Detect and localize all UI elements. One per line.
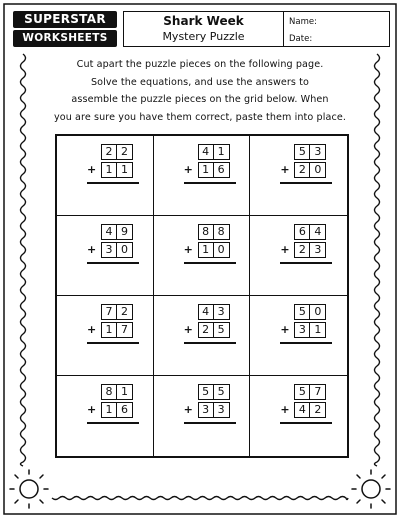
addition-problem xyxy=(184,144,236,208)
puzzle-cell xyxy=(250,376,347,456)
addition-problem xyxy=(87,384,139,448)
answer-line xyxy=(280,182,332,184)
answer-line xyxy=(87,422,139,424)
plus-sign: + xyxy=(183,163,193,176)
top-addend xyxy=(294,224,326,240)
top-addend xyxy=(198,384,230,400)
top-addend xyxy=(294,384,326,400)
digit-box: 8 xyxy=(214,224,230,240)
instruction-line: Solve the equations, and use the answers to xyxy=(90,76,310,88)
bottom-wave-border xyxy=(52,497,348,500)
digit-box: 0 xyxy=(310,162,326,178)
digit-box: 2 xyxy=(294,162,310,178)
top-addend xyxy=(101,304,133,320)
addition-problem xyxy=(280,144,332,208)
plus-sign: + xyxy=(183,243,193,256)
digit-box: 2 xyxy=(294,242,310,258)
digit-box: 2 xyxy=(310,402,326,418)
sun-icon-left xyxy=(10,470,48,508)
plus-sign: + xyxy=(280,403,290,416)
top-addend xyxy=(101,144,133,160)
puzzle-cell xyxy=(154,136,251,216)
digit-box: 2 xyxy=(117,304,133,320)
digit-box: 5 xyxy=(294,144,310,160)
addition-problem xyxy=(280,384,332,448)
digit-box: 6 xyxy=(214,162,230,178)
puzzle-cell xyxy=(250,296,347,376)
bottom-addend xyxy=(101,162,133,178)
addition-problem xyxy=(87,224,139,288)
answer-line xyxy=(87,262,139,264)
answer-line xyxy=(280,422,332,424)
addition-problem xyxy=(87,144,139,208)
plus-sign: + xyxy=(280,163,290,176)
bottom-addend xyxy=(294,402,326,418)
top-addend xyxy=(101,384,133,400)
bottom-addend xyxy=(101,402,133,418)
digit-box: 6 xyxy=(117,402,133,418)
digit-box: 5 xyxy=(214,322,230,338)
addition-problem xyxy=(184,224,236,288)
sun-icon-right xyxy=(352,470,390,508)
plus-sign: + xyxy=(280,243,290,256)
right-wave-border xyxy=(375,54,380,466)
bottom-addend xyxy=(101,242,133,258)
digit-box: 5 xyxy=(214,384,230,400)
digit-box: 5 xyxy=(198,384,214,400)
puzzle-cell xyxy=(250,216,347,296)
digit-box: 4 xyxy=(101,224,117,240)
digit-box: 9 xyxy=(117,224,133,240)
plus-sign: + xyxy=(87,403,97,416)
bottom-addend xyxy=(198,402,230,418)
digit-box: 4 xyxy=(198,144,214,160)
digit-box: 1 xyxy=(198,162,214,178)
digit-box: 2 xyxy=(117,144,133,160)
digit-box: 3 xyxy=(294,322,310,338)
worksheet-title: Shark Week xyxy=(163,14,244,28)
digit-box: 3 xyxy=(310,242,326,258)
name-date-box xyxy=(284,11,390,47)
instruction-line: Cut apart the puzzle pieces on the following page. xyxy=(76,59,324,70)
digit-box: 4 xyxy=(294,402,310,418)
name-label: Name: xyxy=(289,17,317,27)
plus-sign: + xyxy=(87,163,97,176)
digit-box: 1 xyxy=(214,144,230,160)
addition-problem xyxy=(87,304,139,368)
logo-line-superstar: SUPERSTAR xyxy=(13,11,117,28)
digit-box: 2 xyxy=(198,322,214,338)
digit-box: 1 xyxy=(310,322,326,338)
puzzle-cell xyxy=(57,296,154,376)
digit-box: 4 xyxy=(198,304,214,320)
puzzle-cell xyxy=(250,136,347,216)
answer-line xyxy=(184,342,236,344)
puzzle-cell xyxy=(154,216,251,296)
logo-line-worksheets: WORKSHEETS xyxy=(13,30,117,47)
addition-problem xyxy=(184,304,236,368)
bottom-addend xyxy=(198,162,230,178)
answer-line xyxy=(280,342,332,344)
date-label: Date: xyxy=(289,34,313,44)
digit-box: 1 xyxy=(198,242,214,258)
plus-sign: + xyxy=(183,403,193,416)
superstar-worksheets-logo xyxy=(13,11,117,47)
addition-problem xyxy=(280,224,332,288)
title-box xyxy=(123,11,284,47)
digit-box: 2 xyxy=(101,144,117,160)
bottom-addend xyxy=(198,242,230,258)
top-addend xyxy=(294,144,326,160)
digit-box: 0 xyxy=(310,304,326,320)
addition-problem xyxy=(280,304,332,368)
plus-sign: + xyxy=(87,243,97,256)
digit-box: 1 xyxy=(101,162,117,178)
top-addend xyxy=(101,224,133,240)
bottom-addend xyxy=(294,162,326,178)
digit-box: 4 xyxy=(310,224,326,240)
digit-box: 3 xyxy=(101,242,117,258)
answer-line xyxy=(184,422,236,424)
puzzle-cell xyxy=(57,136,154,216)
top-addend xyxy=(294,304,326,320)
top-addend xyxy=(198,144,230,160)
digit-box: 0 xyxy=(214,242,230,258)
plus-sign: + xyxy=(280,323,290,336)
digit-box: 3 xyxy=(198,402,214,418)
digit-box: 1 xyxy=(117,162,133,178)
bottom-addend xyxy=(294,242,326,258)
digit-box: 3 xyxy=(214,304,230,320)
digit-box: 1 xyxy=(117,384,133,400)
digit-box: 7 xyxy=(101,304,117,320)
answer-line xyxy=(184,262,236,264)
bottom-addend xyxy=(198,322,230,338)
digit-box: 7 xyxy=(310,384,326,400)
worksheet-subtitle: Mystery Puzzle xyxy=(162,30,245,43)
plus-sign: + xyxy=(87,323,97,336)
digit-box: 0 xyxy=(117,242,133,258)
digit-box: 5 xyxy=(294,304,310,320)
left-wave-border xyxy=(21,54,26,466)
bottom-addend xyxy=(294,322,326,338)
digit-box: 3 xyxy=(310,144,326,160)
bottom-addend xyxy=(101,322,133,338)
digit-box: 8 xyxy=(101,384,117,400)
digit-box: 7 xyxy=(117,322,133,338)
digit-box: 1 xyxy=(101,402,117,418)
puzzle-cell xyxy=(154,376,251,456)
puzzle-cell xyxy=(154,296,251,376)
plus-sign: + xyxy=(183,323,193,336)
instruction-line: assemble the puzzle pieces on the grid below. When xyxy=(71,94,329,105)
puzzle-cell xyxy=(57,216,154,296)
instructions xyxy=(44,56,356,126)
answer-line xyxy=(87,182,139,184)
addition-problem xyxy=(184,384,236,448)
top-addend xyxy=(198,304,230,320)
digit-box: 6 xyxy=(294,224,310,240)
answer-line xyxy=(184,182,236,184)
digit-box: 5 xyxy=(294,384,310,400)
instruction-line: you are sure you have them correct, paste them into place. xyxy=(53,111,346,123)
digit-box: 1 xyxy=(101,322,117,338)
puzzle-cell xyxy=(57,376,154,456)
puzzle-grid xyxy=(55,134,349,458)
answer-line xyxy=(280,262,332,264)
answer-line xyxy=(87,342,139,344)
digit-box: 3 xyxy=(214,402,230,418)
top-addend xyxy=(198,224,230,240)
digit-box: 8 xyxy=(198,224,214,240)
